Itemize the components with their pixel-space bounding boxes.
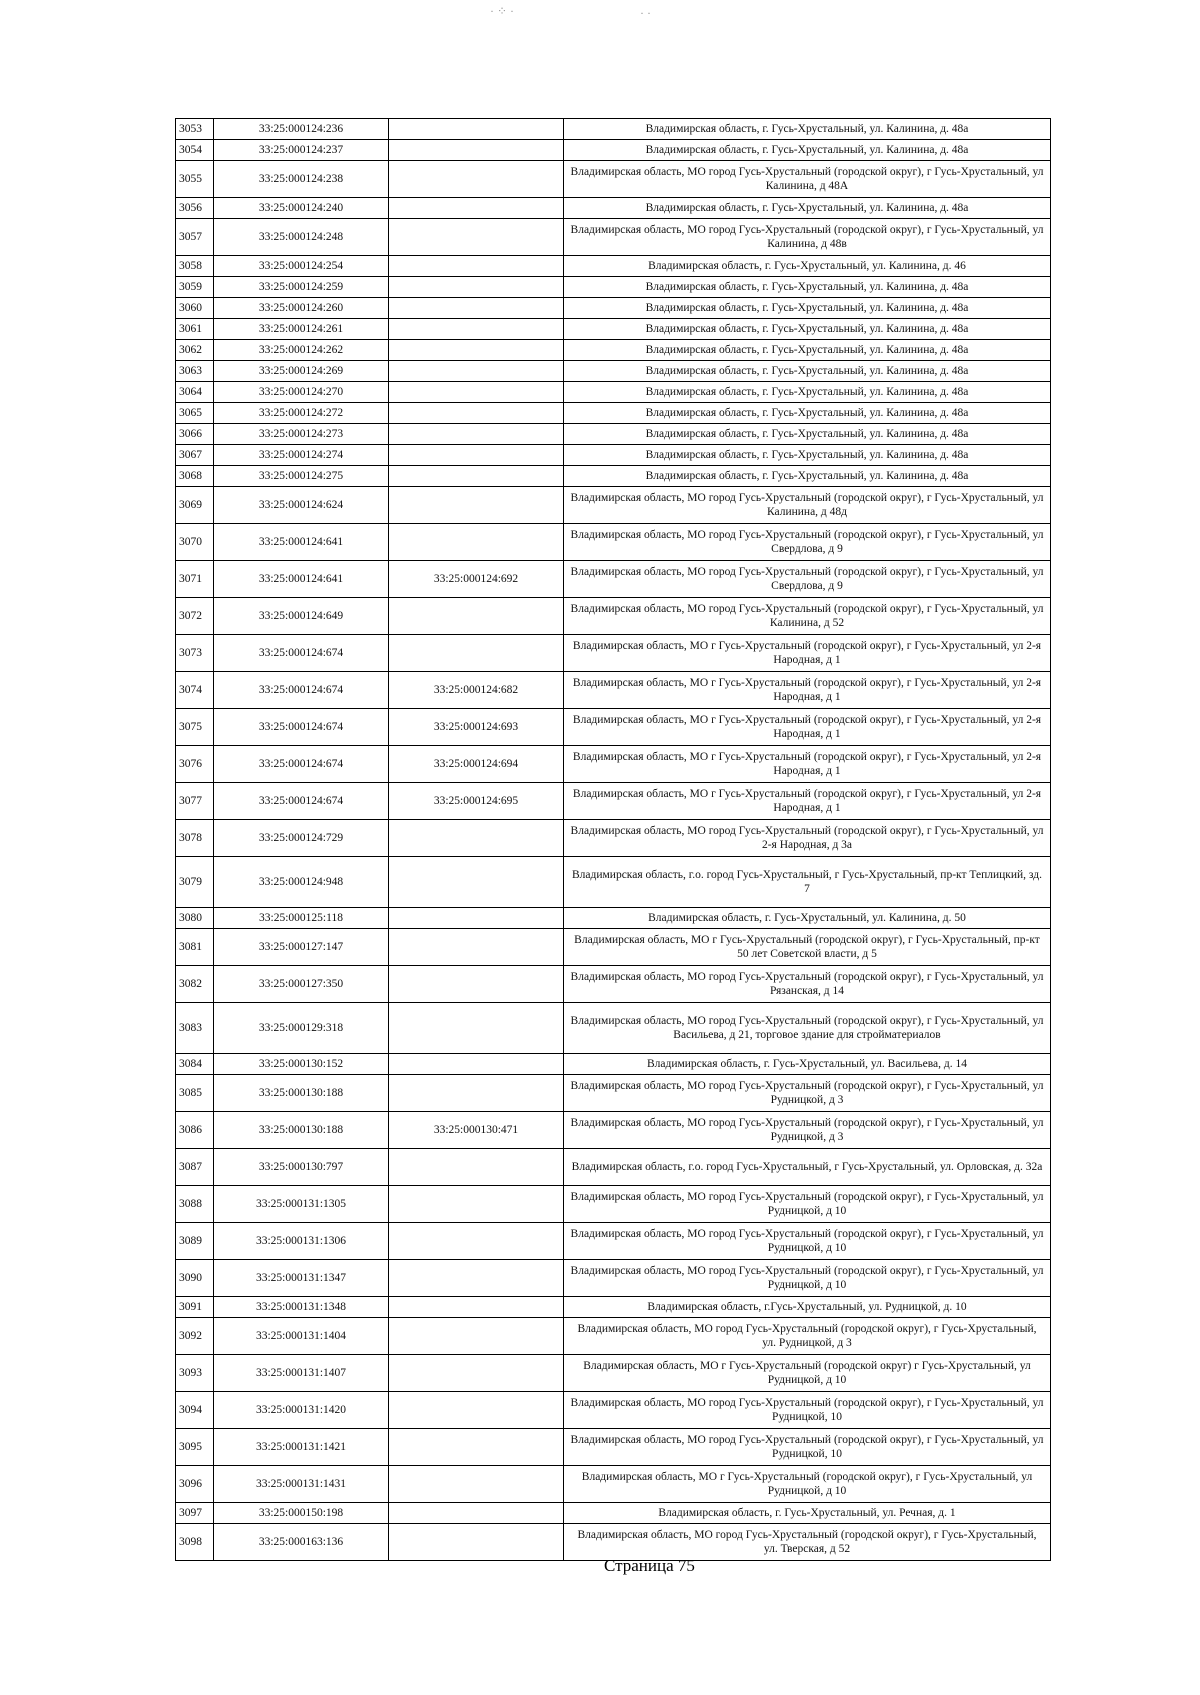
address-cell: Владимирская область, МО город Гусь-Хрустальный (городской округ), г Гусь-Хрустальный, ул Свердлова, д 9 bbox=[570, 529, 1044, 555]
cadastral-number-cell: 33:25:000124:674 bbox=[214, 746, 389, 782]
table-row bbox=[176, 140, 1050, 161]
cadastral-number-cell: 33:25:000124:272 bbox=[214, 403, 389, 423]
related-cadastral-cell bbox=[389, 361, 564, 381]
address-cell: Владимирская область, г.Гусь-Хрустальный, ул. Рудницкой, д. 10 bbox=[647, 1301, 967, 1313]
address-cell: Владимирская область, г. Гусь-Хрустальный, ул. Калинина, д. 48а bbox=[645, 365, 969, 377]
row-number-cell: 3083 bbox=[176, 1003, 214, 1053]
related-cadastral-cell bbox=[389, 198, 564, 218]
address-cell: Владимирская область, г. Гусь-Хрустальный, ул. Васильева, д. 14 bbox=[646, 1058, 968, 1070]
address-cell: Владимирская область, МО город Гусь-Хрустальный (городской округ), г Гусь-Хрустальный, ул Свердлова, д 9 bbox=[570, 566, 1044, 592]
related-cadastral-cell: 33:25:000124:694 bbox=[389, 746, 564, 782]
cadastral-number-cell: 33:25:000131:1420 bbox=[214, 1392, 389, 1428]
row-number-cell: 3097 bbox=[176, 1503, 214, 1523]
cadastral-number-cell: 33:25:000130:152 bbox=[214, 1054, 389, 1074]
cadastral-number-cell: 33:25:000150:198 bbox=[214, 1503, 389, 1523]
cadastral-number-cell: 33:25:000129:318 bbox=[214, 1003, 389, 1053]
row-number-cell: 3091 bbox=[176, 1297, 214, 1317]
related-cadastral-cell bbox=[389, 1466, 564, 1502]
address-cell: Владимирская область, г. Гусь-Хрустальный, ул. Калинина, д. 46 bbox=[648, 260, 966, 272]
cadastral-number-cell: 33:25:000131:1407 bbox=[214, 1355, 389, 1391]
cadastral-number-cell: 33:25:000130:797 bbox=[214, 1149, 389, 1185]
related-cadastral-cell bbox=[389, 1524, 564, 1560]
table-row bbox=[176, 219, 1050, 256]
row-number-cell: 3065 bbox=[176, 403, 214, 423]
table-row bbox=[176, 1355, 1050, 1392]
row-number-cell: 3084 bbox=[176, 1054, 214, 1074]
cadastral-number-cell: 33:25:000124:238 bbox=[214, 161, 389, 197]
row-number-cell: 3068 bbox=[176, 466, 214, 486]
table-row bbox=[176, 908, 1050, 929]
cadastral-number-cell: 33:25:000124:674 bbox=[214, 709, 389, 745]
row-number-cell: 3086 bbox=[176, 1112, 214, 1148]
row-number-cell: 3066 bbox=[176, 424, 214, 444]
cadastral-number-cell: 33:25:000131:1347 bbox=[214, 1260, 389, 1296]
related-cadastral-cell bbox=[389, 277, 564, 297]
table-row bbox=[176, 382, 1050, 403]
address-cell: Владимирская область, г. Гусь-Хрустальный, ул. Калинина, д. 48а bbox=[645, 144, 969, 156]
row-number-cell: 3079 bbox=[176, 857, 214, 907]
related-cadastral-cell bbox=[389, 466, 564, 486]
row-number-cell: 3090 bbox=[176, 1260, 214, 1296]
cadastral-number-cell: 33:25:000131:1431 bbox=[214, 1466, 389, 1502]
row-number-cell: 3067 bbox=[176, 445, 214, 465]
related-cadastral-cell bbox=[389, 298, 564, 318]
row-number-cell: 3059 bbox=[176, 277, 214, 297]
row-number-cell: 3076 bbox=[176, 746, 214, 782]
row-number-cell: 3072 bbox=[176, 598, 214, 634]
related-cadastral-cell bbox=[389, 1503, 564, 1523]
cadastral-number-cell: 33:25:000124:275 bbox=[214, 466, 389, 486]
address-cell: Владимирская область, г. Гусь-Хрустальный, ул. Калинина, д. 48а bbox=[645, 123, 969, 135]
row-number-cell: 3055 bbox=[176, 161, 214, 197]
cadastral-number-cell: 33:25:000124:674 bbox=[214, 783, 389, 819]
cadastral-number-cell: 33:25:000124:729 bbox=[214, 820, 389, 856]
table-row bbox=[176, 256, 1050, 277]
address-cell: Владимирская область, г. Гусь-Хрустальный, ул. Калинина, д. 48а bbox=[645, 428, 969, 440]
cadastral-number-cell: 33:25:000124:649 bbox=[214, 598, 389, 634]
related-cadastral-cell bbox=[389, 140, 564, 160]
address-cell: Владимирская область, МО город Гусь-Хрустальный (городской округ), г Гусь-Хрустальный, ул Калинина, д 48в bbox=[570, 224, 1044, 250]
table-row bbox=[176, 1186, 1050, 1223]
cadastral-number-cell: 33:25:000124:270 bbox=[214, 382, 389, 402]
related-cadastral-cell: 33:25:000124:693 bbox=[389, 709, 564, 745]
cadastral-number-cell: 33:25:000163:136 bbox=[214, 1524, 389, 1560]
address-cell: Владимирская область, МО город Гусь-Хрустальный (городской округ), г Гусь-Хрустальный, ул Калинина, д 48д bbox=[570, 492, 1044, 518]
table-row bbox=[176, 487, 1050, 524]
related-cadastral-cell bbox=[389, 966, 564, 1002]
related-cadastral-cell bbox=[389, 1149, 564, 1185]
table-row bbox=[176, 1429, 1050, 1466]
address-cell: Владимирская область, МО город Гусь-Хрустальный (городской округ), г Гусь-Хрустальный, ул Рудницкой, д 10 bbox=[570, 1191, 1044, 1217]
address-cell: Владимирская область, МО г Гусь-Хрустальный (городской округ), г Гусь-Хрустальный, ул Рудницкой, д 10 bbox=[581, 1471, 1033, 1497]
cadastral-number-cell: 33:25:000130:188 bbox=[214, 1075, 389, 1111]
related-cadastral-cell bbox=[389, 1297, 564, 1317]
cadastral-number-cell: 33:25:000131:1348 bbox=[214, 1297, 389, 1317]
row-number-cell: 3061 bbox=[176, 319, 214, 339]
row-number-cell: 3089 bbox=[176, 1223, 214, 1259]
table-row bbox=[176, 561, 1050, 598]
table-row bbox=[176, 1466, 1050, 1503]
table-row bbox=[176, 340, 1050, 361]
address-cell: Владимирская область, МО город Гусь-Хрустальный (городской округ), г Гусь-Хрустальный, ул. Рудницкой, д 3 bbox=[577, 1323, 1037, 1349]
address-cell: Владимирская область, МО г Гусь-Хрустальный (городской округ), г Гусь-Хрустальный, ул 2-я Народная, д 1 bbox=[572, 714, 1042, 740]
table-row bbox=[176, 746, 1050, 783]
address-cell: Владимирская область, МО город Гусь-Хрустальный (городской округ), г Гусь-Хрустальный, ул Рудницкой, д 3 bbox=[570, 1080, 1044, 1106]
row-number-cell: 3092 bbox=[176, 1318, 214, 1354]
row-number-cell: 3098 bbox=[176, 1524, 214, 1560]
cadastral-number-cell: 33:25:000124:674 bbox=[214, 635, 389, 671]
address-cell: Владимирская область, МО город Гусь-Хрустальный (городской округ), г Гусь-Хрустальный, ул Рудницкой, 10 bbox=[570, 1397, 1044, 1423]
table-row bbox=[176, 161, 1050, 198]
address-cell: Владимирская область, г. Гусь-Хрустальный, ул. Калинина, д. 48а bbox=[645, 449, 969, 461]
row-number-cell: 3093 bbox=[176, 1355, 214, 1391]
cadastral-number-cell: 33:25:000124:624 bbox=[214, 487, 389, 523]
cadastral-number-cell: 33:25:000124:269 bbox=[214, 361, 389, 381]
row-number-cell: 3094 bbox=[176, 1392, 214, 1428]
table-row bbox=[176, 1260, 1050, 1297]
cadastral-number-cell: 33:25:000124:261 bbox=[214, 319, 389, 339]
address-cell: Владимирская область, МО г Гусь-Хрустальный (городской округ) г Гусь-Хрустальный, ул Рудницкой, д 10 bbox=[583, 1360, 1031, 1386]
table-row bbox=[176, 598, 1050, 635]
cadastral-number-cell: 33:25:000131:1305 bbox=[214, 1186, 389, 1222]
table-row bbox=[176, 361, 1050, 382]
cadastral-number-cell: 33:25:000124:273 bbox=[214, 424, 389, 444]
cadastral-number-cell: 33:25:000131:1404 bbox=[214, 1318, 389, 1354]
table-row bbox=[176, 1503, 1050, 1524]
related-cadastral-cell bbox=[389, 340, 564, 360]
related-cadastral-cell bbox=[389, 1054, 564, 1074]
row-number-cell: 3088 bbox=[176, 1186, 214, 1222]
row-number-cell: 3085 bbox=[176, 1075, 214, 1111]
table-row bbox=[176, 524, 1050, 561]
cadastral-number-cell: 33:25:000124:260 bbox=[214, 298, 389, 318]
row-number-cell: 3080 bbox=[176, 908, 214, 928]
table-row bbox=[176, 820, 1050, 857]
table-row bbox=[176, 198, 1050, 219]
table-row bbox=[176, 857, 1050, 908]
related-cadastral-cell: 33:25:000124:692 bbox=[389, 561, 564, 597]
cadastral-number-cell: 33:25:000131:1421 bbox=[214, 1429, 389, 1465]
row-number-cell: 3071 bbox=[176, 561, 214, 597]
related-cadastral-cell bbox=[389, 119, 564, 139]
row-number-cell: 3082 bbox=[176, 966, 214, 1002]
scan-speck: · · bbox=[640, 6, 651, 20]
table-row bbox=[176, 1392, 1050, 1429]
address-cell: Владимирская область, МО г Гусь-Хрустальный (городской округ), г Гусь-Хрустальный, ул 2-я Народная, д 1 bbox=[572, 677, 1042, 703]
cadastral-number-cell: 33:25:000124:236 bbox=[214, 119, 389, 139]
related-cadastral-cell bbox=[389, 1186, 564, 1222]
row-number-cell: 3060 bbox=[176, 298, 214, 318]
table-row bbox=[176, 783, 1050, 820]
row-number-cell: 3069 bbox=[176, 487, 214, 523]
cadastral-number-cell: 33:25:000125:118 bbox=[214, 908, 389, 928]
table-row bbox=[176, 277, 1050, 298]
related-cadastral-cell bbox=[389, 1260, 564, 1296]
row-number-cell: 3095 bbox=[176, 1429, 214, 1465]
address-cell: Владимирская область, МО город Гусь-Хрустальный (городской округ), г Гусь-Хрустальный, ул Калинина, д 48А bbox=[570, 166, 1044, 192]
row-number-cell: 3057 bbox=[176, 219, 214, 255]
row-number-cell: 3078 bbox=[176, 820, 214, 856]
table-row bbox=[176, 635, 1050, 672]
address-cell: Владимирская область, г. Гусь-Хрустальный, ул. Калинина, д. 48а bbox=[645, 386, 969, 398]
related-cadastral-cell bbox=[389, 857, 564, 907]
table-row bbox=[176, 1297, 1050, 1318]
address-cell: Владимирская область, г. Гусь-Хрустальный, ул. Калинина, д. 48а bbox=[645, 344, 969, 356]
address-cell: Владимирская область, МО г Гусь-Хрустальный (городской округ), г Гусь-Хрустальный, ул 2-я Народная, д 1 bbox=[572, 640, 1042, 666]
table-row bbox=[176, 672, 1050, 709]
scan-speck: · ⁘ · bbox=[490, 4, 515, 18]
cadastral-number-cell: 33:25:000131:1306 bbox=[214, 1223, 389, 1259]
related-cadastral-cell: 33:25:000124:682 bbox=[389, 672, 564, 708]
row-number-cell: 3056 bbox=[176, 198, 214, 218]
address-cell: Владимирская область, МО город Гусь-Хрустальный (городской округ), г Гусь-Хрустальный, ул Калинина, д 52 bbox=[570, 603, 1044, 629]
address-cell: Владимирская область, МО город Гусь-Хрустальный (городской округ), г Гусь-Хрустальный, ул Рудницкой, д 10 bbox=[570, 1228, 1044, 1254]
related-cadastral-cell bbox=[389, 219, 564, 255]
table-row bbox=[176, 709, 1050, 746]
row-number-cell: 3073 bbox=[176, 635, 214, 671]
row-number-cell: 3064 bbox=[176, 382, 214, 402]
row-number-cell: 3058 bbox=[176, 256, 214, 276]
table-row bbox=[176, 424, 1050, 445]
address-cell: Владимирская область, МО г Гусь-Хрустальный (городской округ), г Гусь-Хрустальный, пр-кт 50 лет Советской власти, д 5 bbox=[574, 934, 1040, 960]
related-cadastral-cell bbox=[389, 1003, 564, 1053]
cadastral-number-cell: 33:25:000124:641 bbox=[214, 561, 389, 597]
related-cadastral-cell bbox=[389, 1318, 564, 1354]
related-cadastral-cell bbox=[389, 524, 564, 560]
table-row bbox=[176, 1112, 1050, 1149]
related-cadastral-cell bbox=[389, 445, 564, 465]
address-cell: Владимирская область, МО город Гусь-Хрустальный (городской округ), г Гусь-Хрустальный, ул Рудницкой, д 3 bbox=[570, 1117, 1044, 1143]
address-cell: Владимирская область, МО город Гусь-Хрустальный (городской округ), г Гусь-Хрустальный, ул 2-я Народная, д 3а bbox=[570, 825, 1044, 851]
address-cell: Владимирская область, МО город Гусь-Хрустальный (городской округ), г Гусь-Хрустальный, ул Рудницкой, 10 bbox=[570, 1434, 1044, 1460]
address-cell: Владимирская область, МО город Гусь-Хрустальный (городской округ), г Гусь-Хрустальный, ул Рудницкой, д 10 bbox=[570, 1265, 1044, 1291]
table-row bbox=[176, 966, 1050, 1003]
address-cell: Владимирская область, МО город Гусь-Хрустальный (городской округ), г Гусь-Хрустальный, ул Васильева, д 21, торговое здание для стройматериалов bbox=[570, 1015, 1044, 1041]
table-row bbox=[176, 1149, 1050, 1186]
address-cell: Владимирская область, г. Гусь-Хрустальный, ул. Калинина, д. 48а bbox=[645, 302, 969, 314]
address-cell: Владимирская область, г. Гусь-Хрустальный, ул. Калинина, д. 48а bbox=[645, 202, 969, 214]
table-row bbox=[176, 1054, 1050, 1075]
cadastral-number-cell: 33:25:000124:259 bbox=[214, 277, 389, 297]
related-cadastral-cell bbox=[389, 319, 564, 339]
related-cadastral-cell bbox=[389, 161, 564, 197]
related-cadastral-cell bbox=[389, 256, 564, 276]
related-cadastral-cell bbox=[389, 382, 564, 402]
cadastral-number-cell: 33:25:000124:248 bbox=[214, 219, 389, 255]
address-cell: Владимирская область, г. Гусь-Хрустальный, ул. Калинина, д. 48а bbox=[645, 281, 969, 293]
cadastral-number-cell: 33:25:000124:262 bbox=[214, 340, 389, 360]
related-cadastral-cell bbox=[389, 1429, 564, 1465]
cadastral-number-cell: 33:25:000124:674 bbox=[214, 672, 389, 708]
row-number-cell: 3063 bbox=[176, 361, 214, 381]
related-cadastral-cell bbox=[389, 1075, 564, 1111]
cadastral-number-cell: 33:25:000124:240 bbox=[214, 198, 389, 218]
cadastral-number-cell: 33:25:000127:350 bbox=[214, 966, 389, 1002]
row-number-cell: 3081 bbox=[176, 929, 214, 965]
table-row bbox=[176, 1318, 1050, 1355]
row-number-cell: 3077 bbox=[176, 783, 214, 819]
address-cell: Владимирская область, г.о. город Гусь-Хрустальный, г Гусь-Хрустальный, ул. Орловская, д. 32а bbox=[571, 1161, 1043, 1173]
table-row bbox=[176, 1075, 1050, 1112]
table-row bbox=[176, 319, 1050, 340]
related-cadastral-cell bbox=[389, 1355, 564, 1391]
related-cadastral-cell bbox=[389, 820, 564, 856]
related-cadastral-cell: 33:25:000130:471 bbox=[389, 1112, 564, 1148]
address-cell: Владимирская область, г. Гусь-Хрустальный, ул. Калинина, д. 48а bbox=[645, 407, 969, 419]
row-number-cell: 3096 bbox=[176, 1466, 214, 1502]
address-cell: Владимирская область, МО город Гусь-Хрустальный (городской округ), г Гусь-Хрустальный, ул. Тверская, д 52 bbox=[577, 1529, 1037, 1555]
cadastral-number-cell: 33:25:000124:274 bbox=[214, 445, 389, 465]
address-cell: Владимирская область, г. Гусь-Хрустальный, ул. Калинина, д. 50 bbox=[648, 912, 966, 924]
table-row bbox=[176, 403, 1050, 424]
table-row bbox=[176, 1223, 1050, 1260]
address-cell: Владимирская область, МО город Гусь-Хрустальный (городской округ), г Гусь-Хрустальный, ул Рязанская, д 14 bbox=[570, 971, 1044, 997]
related-cadastral-cell: 33:25:000124:695 bbox=[389, 783, 564, 819]
address-cell: Владимирская область, МО г Гусь-Хрустальный (городской округ), г Гусь-Хрустальный, ул 2-я Народная, д 1 bbox=[572, 751, 1042, 777]
related-cadastral-cell bbox=[389, 487, 564, 523]
row-number-cell: 3075 bbox=[176, 709, 214, 745]
table-row bbox=[176, 466, 1050, 487]
row-number-cell: 3087 bbox=[176, 1149, 214, 1185]
row-number-cell: 3053 bbox=[176, 119, 214, 139]
table-row bbox=[176, 929, 1050, 966]
table-row bbox=[176, 1003, 1050, 1054]
related-cadastral-cell bbox=[389, 929, 564, 965]
related-cadastral-cell bbox=[389, 1223, 564, 1259]
related-cadastral-cell bbox=[389, 403, 564, 423]
property-table bbox=[175, 118, 1051, 1561]
table-row bbox=[176, 298, 1050, 319]
row-number-cell: 3062 bbox=[176, 340, 214, 360]
table-row bbox=[176, 445, 1050, 466]
address-cell: Владимирская область, г. Гусь-Хрустальный, ул. Калинина, д. 48а bbox=[645, 323, 969, 335]
address-cell: Владимирская область, г. Гусь-Хрустальный, ул. Калинина, д. 48а bbox=[645, 470, 969, 482]
page-number: Страница 75 bbox=[604, 1556, 695, 1575]
row-number-cell: 3054 bbox=[176, 140, 214, 160]
table-row bbox=[176, 119, 1050, 140]
cadastral-number-cell: 33:25:000124:948 bbox=[214, 857, 389, 907]
row-number-cell: 3074 bbox=[176, 672, 214, 708]
cadastral-number-cell: 33:25:000124:237 bbox=[214, 140, 389, 160]
related-cadastral-cell bbox=[389, 424, 564, 444]
related-cadastral-cell bbox=[389, 635, 564, 671]
related-cadastral-cell bbox=[389, 1392, 564, 1428]
address-cell: Владимирская область, г. Гусь-Хрустальный, ул. Речная, д. 1 bbox=[658, 1507, 956, 1519]
cadastral-number-cell: 33:25:000124:641 bbox=[214, 524, 389, 560]
cadastral-number-cell: 33:25:000124:254 bbox=[214, 256, 389, 276]
cadastral-number-cell: 33:25:000127:147 bbox=[214, 929, 389, 965]
cadastral-number-cell: 33:25:000130:188 bbox=[214, 1112, 389, 1148]
related-cadastral-cell bbox=[389, 598, 564, 634]
address-cell: Владимирская область, МО г Гусь-Хрустальный (городской округ), г Гусь-Хрустальный, ул 2-я Народная, д 1 bbox=[572, 788, 1042, 814]
address-cell: Владимирская область, г.о. город Гусь-Хрустальный, г Гусь-Хрустальный, пр-кт Теплицкий, зд. 7 bbox=[572, 869, 1042, 895]
related-cadastral-cell bbox=[389, 908, 564, 928]
row-number-cell: 3070 bbox=[176, 524, 214, 560]
